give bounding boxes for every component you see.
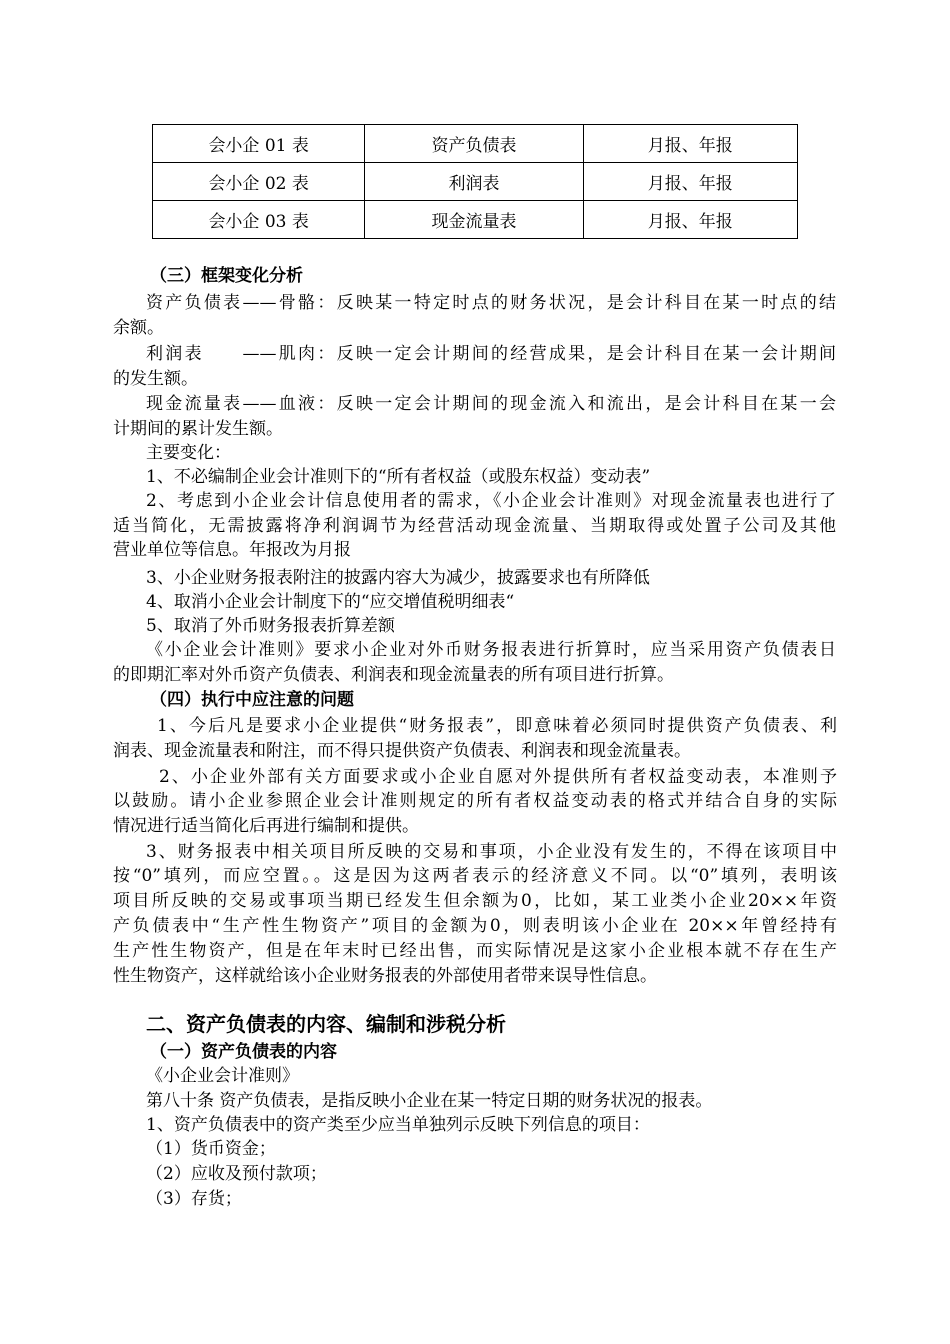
paragraph-line: 利润表 ——肌肉：反映一定会计期间的经营成果，是会计科目在某一会计期间 xyxy=(146,344,836,364)
list-item: 4、取消小企业会计制度下的“应交增值税明细表“ xyxy=(146,592,515,612)
list-item: 5、取消了外币财务报表折算差额 xyxy=(146,616,395,636)
section-heading: （三）框架变化分析 xyxy=(150,266,303,286)
list-item: 3、财务报表中相关项目所反映的交易和事项，小企业没有发生的，不得在该项目中 xyxy=(146,842,837,862)
paragraph-line: 营业单位等信息。年报改为月报 xyxy=(113,540,351,560)
list-item: 2、小企业外部有关方面要求或小企业自愿对外提供所有者权益变动表，本准则予 xyxy=(159,767,837,787)
report-code-cell: 会小企 03 表 xyxy=(153,201,365,239)
list-item: （2）应收及预付款项； xyxy=(146,1164,327,1184)
list-item: 1、不必编制企业会计准则下的“所有者权益（或股东权益）变动表” xyxy=(146,467,651,487)
table-row xyxy=(153,125,798,163)
paragraph-line: 的发生额。 xyxy=(113,369,198,389)
paragraph-line: 产负债表中“生产性生物资产”项目的金额为0，则表明该小企业在 20××年曾经持有 xyxy=(113,916,837,936)
list-item: 3、小企业财务报表附注的披露内容大为减少，披露要求也有所降低 xyxy=(146,568,650,588)
report-name-cell: 利润表 xyxy=(365,163,583,201)
report-period-cell: 月报、年报 xyxy=(583,201,797,239)
paragraph-line: 现金流量表——血液：反映一定会计期间的现金流入和流出，是会计科目在某一会 xyxy=(146,394,836,414)
paragraph-line: 性生物资产，这样就给该小企业财务报表的外部使用者带来误导性信息。 xyxy=(113,966,657,986)
paragraph-line: 润表、现金流量表和附注，而不得只提供资产负债表、利润表和现金流量表。 xyxy=(113,741,691,761)
report-code-cell: 会小企 02 表 xyxy=(153,163,365,201)
paragraph-line: 生产性生物资产，但是在年末时已经出售，而实际情况是这家小企业根本就不存在生产 xyxy=(113,941,837,961)
report-period-cell: 月报、年报 xyxy=(583,163,797,201)
report-name-cell: 现金流量表 xyxy=(365,201,583,239)
paragraph-line: 主要变化： xyxy=(146,443,231,463)
paragraph-line: 按“0”填列，而应空置。。这是因为这两者表示的经济意义不同。以“0”填列，表明该 xyxy=(113,866,837,886)
list-item: （1）货币资金； xyxy=(146,1139,276,1159)
section-heading: （四）执行中应注意的问题 xyxy=(150,690,354,710)
table-row xyxy=(153,163,798,201)
report-list-table xyxy=(152,124,798,239)
paragraph-line: 以鼓励。请小企业参照企业会计准则规定的所有者权益变动表的格式并结合自身的实际 xyxy=(113,791,837,811)
report-code-cell: 会小企 01 表 xyxy=(153,125,365,163)
paragraph-line: 第八十条 资产负债表，是指反映小企业在某一特定日期的财务状况的报表。 xyxy=(146,1091,713,1111)
report-period-cell: 月报、年报 xyxy=(583,125,797,163)
paragraph-line: 项目所反映的交易或事项当期已经发生但余额为0，比如，某工业类小企业20××年资 xyxy=(113,891,837,911)
list-item: （3）存货； xyxy=(146,1189,242,1209)
report-name-cell: 资产负债表 xyxy=(365,125,583,163)
list-item: 1、今后凡是要求小企业提供“财务报表”，即意味着必须同时提供资产负债表、利 xyxy=(157,716,837,736)
paragraph-line: 资产负债表——骨骼：反映某一特定时点的财务状况，是会计科目在某一时点的结 xyxy=(146,293,836,313)
table-row xyxy=(153,201,798,239)
paragraph-line: 情况进行适当简化后再进行编制和提供。 xyxy=(113,816,419,836)
paragraph-line: 计期间的累计发生额。 xyxy=(113,419,283,439)
paragraph-line: 的即期汇率对外币资产负债表、利润表和现金流量表的所有项目进行折算。 xyxy=(113,665,674,685)
chapter-heading: 二、资产负债表的内容、编制和涉税分析 xyxy=(146,1012,506,1036)
section-heading: （一）资产负债表的内容 xyxy=(150,1042,337,1062)
paragraph-line: 《小企业会计准则》要求小企业对外币财务报表进行折算时，应当采用资产负债表日 xyxy=(146,640,836,660)
paragraph-line: 余额。 xyxy=(113,318,164,338)
paragraph-line: 适当简化，无需披露将净利润调节为经营活动现金流量、当期取得或处置子公司及其他 xyxy=(113,516,836,536)
list-item: 1、资产负债表中的资产类至少应当单独列示反映下列信息的项目： xyxy=(146,1115,650,1135)
list-item: 2、考虑到小企业会计信息使用者的需求，《小企业会计准则》对现金流量表也进行了 xyxy=(146,491,836,511)
paragraph-line: 《小企业会计准则》 xyxy=(146,1066,299,1086)
